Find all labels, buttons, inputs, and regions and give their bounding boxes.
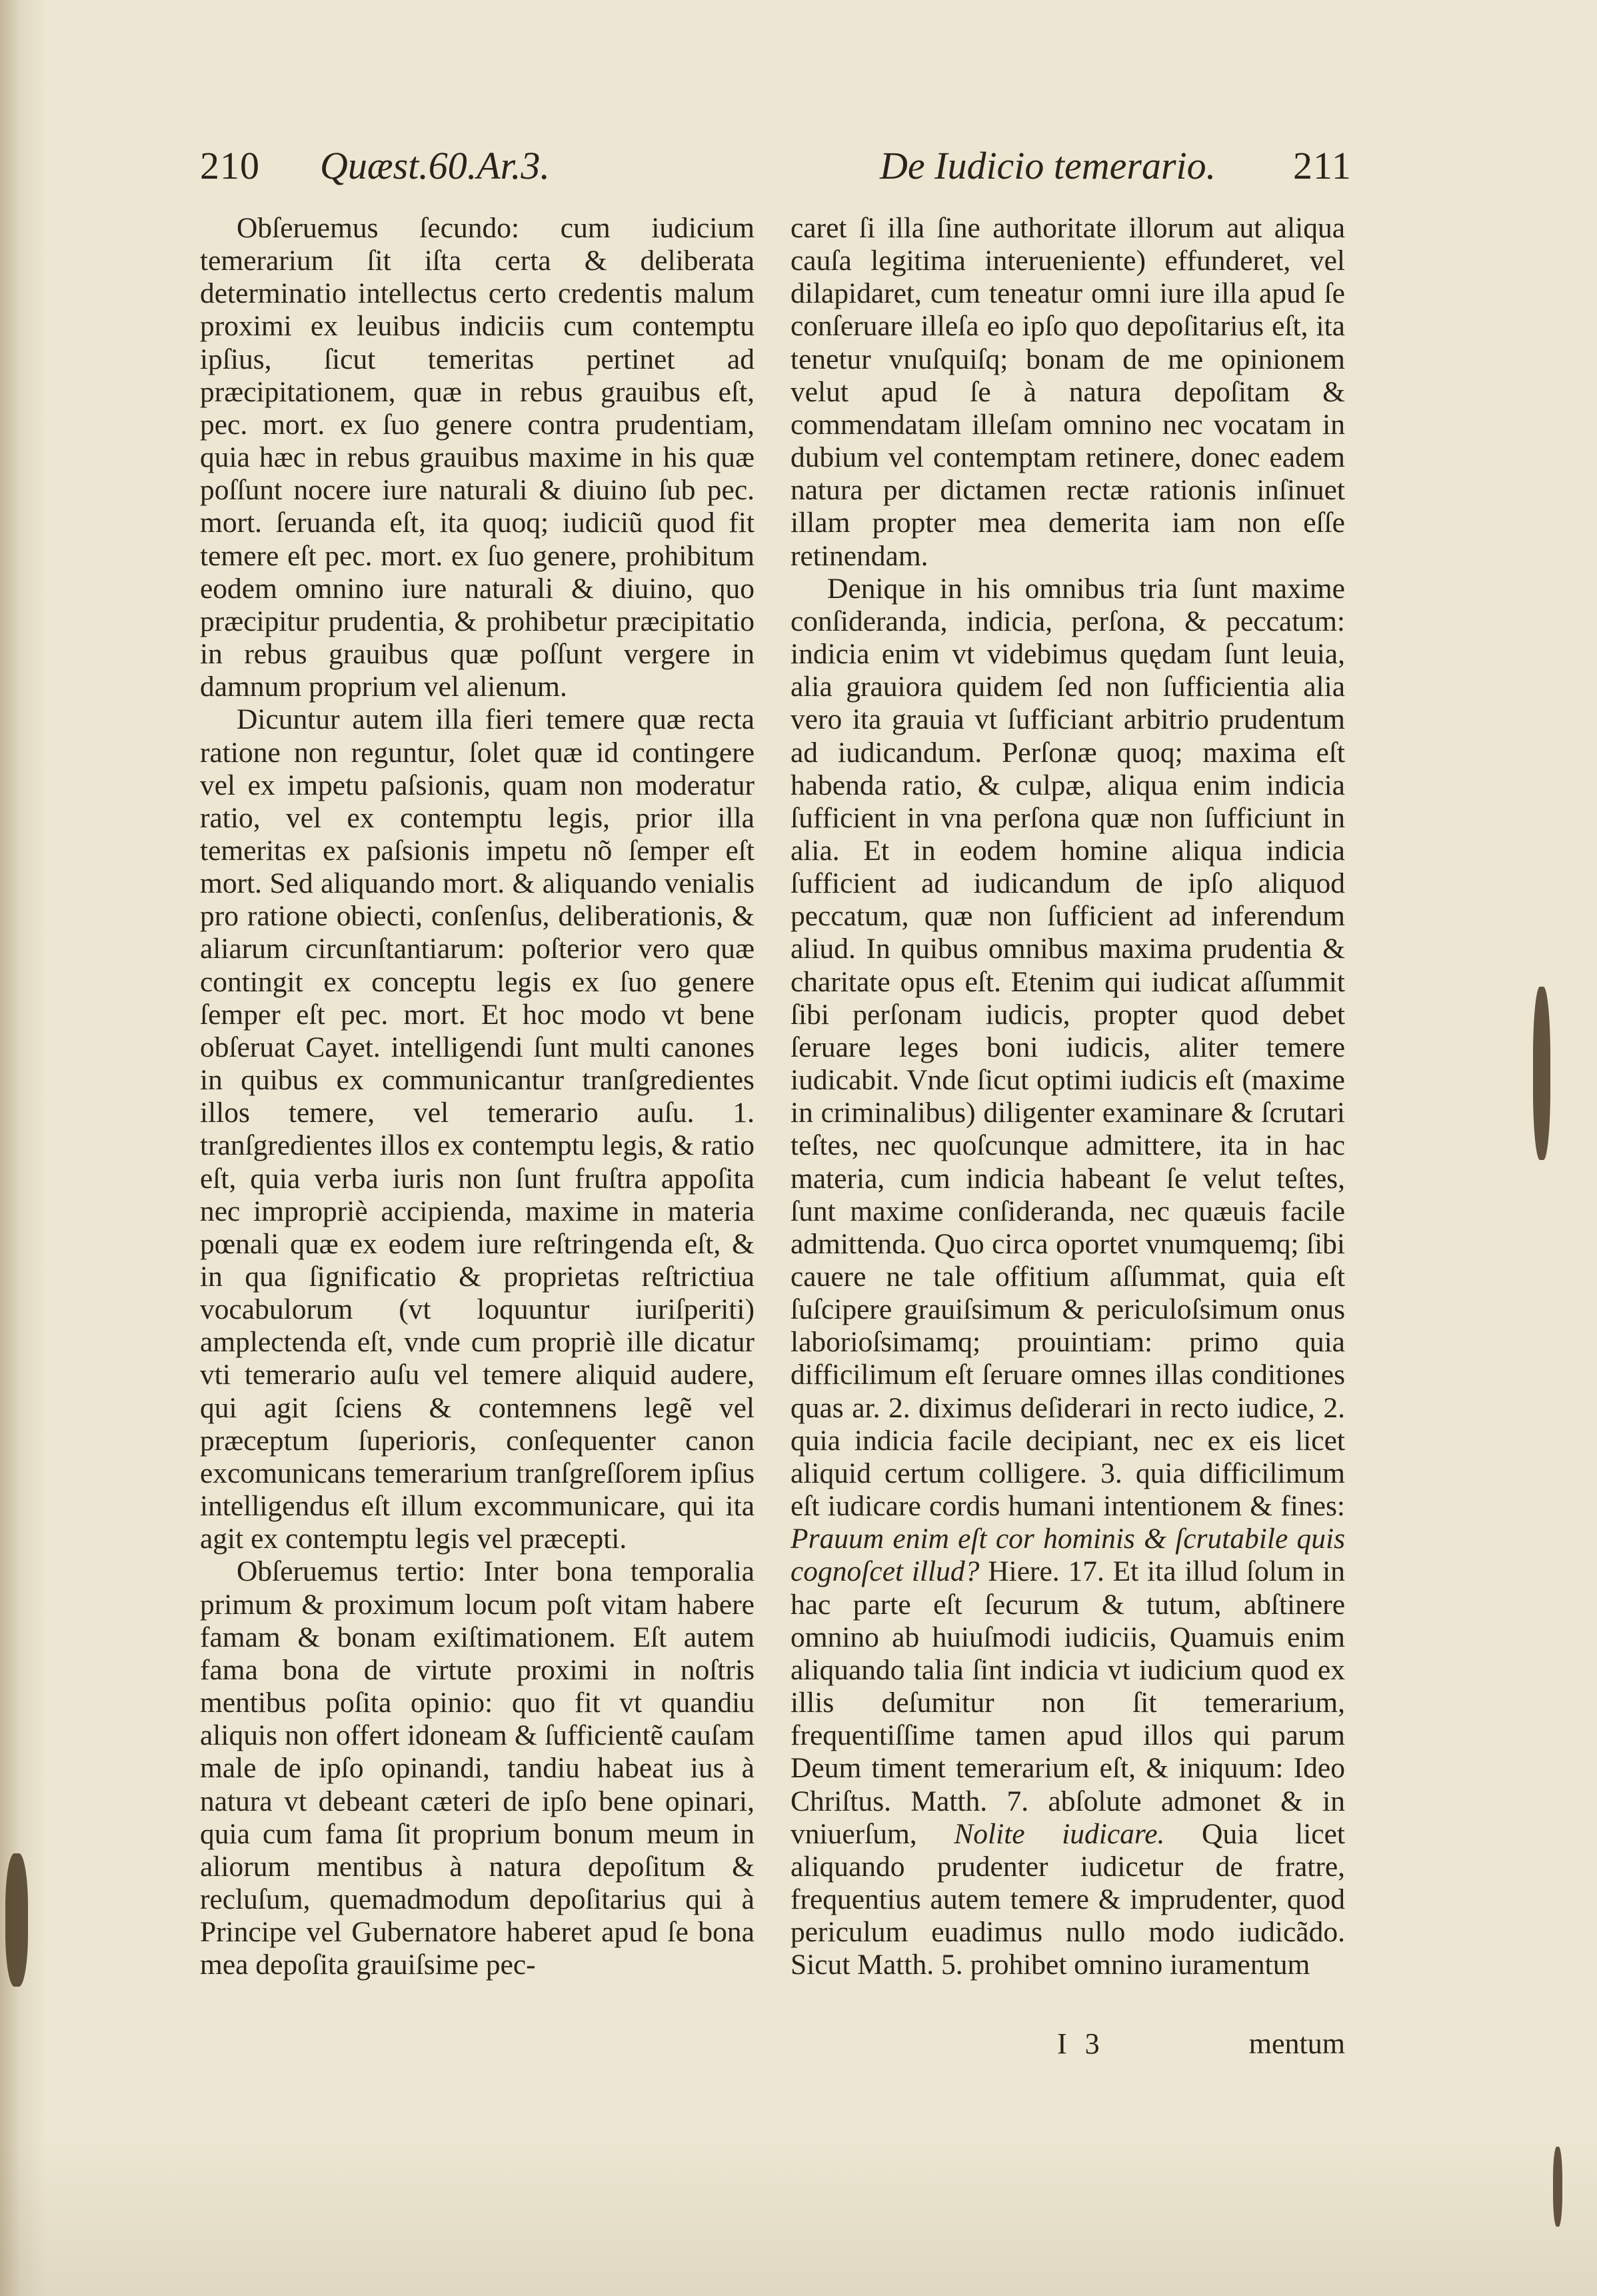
page-number-right: 211	[1293, 144, 1352, 187]
paragraph-text: Denique in his omnibus tria ſunt maxime conſideranda, indicia, perſona, & peccatum: indicia enim vt videbimus quędam ſunt leuia, alia grauiora quidem ſed non ſufficientia alia vero ita grauia vt ſufficiant arbitrio prudentum ad iudicandum. Perſonæ quoq; maxima eſt habenda ratio, & culpæ, aliqua enim indicia ſufficient in vna perſona quæ non ſufficiunt in alia. Et in eodem homine aliqua indicia ſufficient ad iudicandum de ipſo aliquod peccatum, quæ non ſufficient ad inferendum aliud. In quibus omnibus maxima prudentia & charitate opus eſt. Etenim qui iudicat aſſummit ſibi perſonam iudicis, propter quod debet ſeruare leges boni iudicis, aliter temere iudicabit. Vnde ſicut optimi iudicis eſt (maxime in criminalibus) diligenter examinare & ſcrutari teſtes, nec quoſcunque admittere, ita in hac materia, cum indicia habeant ſe velut teſtes, ſunt maxime conſideranda, nec quæuis facile admittenda. Quo circa oportet vnumquemq; ſibi cauere ne tale offitium aſſummat, quia eſt ſuſcipere grauiſsimum & periculoſsimum onus laborioſsimamq; prouintiam: primo quia difficilimum eſt ſeruare omnes illas conditiones quas ar. 2. diximus deſiderari in recto iudice, 2. quia indicia facile decipiant, nec ex eis licet aliquid certum colligere. 3. quia difficilimum eſt iudicare cordis humani intentionem & fines:	[791, 572, 1345, 1523]
signature-mark: I 3	[1057, 2027, 1105, 2060]
paragraph	[791, 573, 1345, 1982]
catchword: mentum	[1248, 2027, 1345, 2060]
running-header	[200, 143, 1352, 203]
paragraph-text: Quia licet aliquando prudenter iudicetur de fratre, frequentius autem temere & imprudenter, quod periculum euadimus nullo modo iudicãdo. Sicut Matth. 5. prohibet omnino iuramentum	[791, 1817, 1345, 1981]
page-number-left: 210	[200, 144, 260, 187]
paragraph: Obſeruemus tertio: Inter bona temporalia primum & proximum locum poſt vitam habere famam & bonam exiſtimationem. Eſt autem fama bona de virtute proximi in noſtris mentibus poſita opinio: quo fit vt quandiu aliquis non offert idoneam & ſufficientẽ cauſam male de ipſo opinandi, tandiu habeat ius à natura vt debeant cæteri de ipſo bene opinari, quia cum fama ſit proprium bonum meum in aliorum mentibus à natura depoſitum & recluſum, quemadmodum depoſitarius qui à Principe vel Gubernatore haberet apud ſe bona mea depoſita grauiſsime pec-	[200, 1555, 755, 1981]
running-title-right: De Iudicio temerario.	[880, 144, 1216, 187]
scripture-quote: Prauum enim eſt cor hominis & ſcrutabile quis cognoſcet illud?	[791, 1523, 1345, 1588]
binding-thread	[1553, 2147, 1562, 2227]
scripture-quote: Nolite iudicare.	[954, 1817, 1165, 1850]
binding-thread	[1533, 987, 1550, 1160]
right-column	[791, 212, 1345, 1981]
left-column	[200, 212, 755, 1981]
binding-thread	[5, 1853, 28, 1987]
paragraph: Obſeruemus ſecundo: cum iudicium temerarium ſit iſta certa & deliberata determinatio intellectus certo credentis malum proximi ex leuibus indiciis cum contemptu ipſius, ſicut temeritas pertinet ad præcipitationem, quæ in rebus grauibus eſt, pec. mort. ex ſuo genere contra prudentiam, quia hæc in rebus grauibus maxime in his quæ poſſunt nocere iure naturali & diuino ſub pec. mort. ſeruanda eſt, ita quoq; iudiciũ quod fit temere eſt pec. mort. ex ſuo genere, prohibitum eodem omnino iure naturali & diuino, quo præcipitur prudentia, & prohibetur præcipitatio in rebus grauibus quæ poſſunt vergere in damnum proprium vel alienum.	[200, 212, 755, 703]
paragraph: caret ſi illa ſine authoritate illorum aut aliqua cauſa legitima interueniente) effunderet, vel dilapidaret, cum teneatur omni iure illa apud ſe conſeruare illeſa eo ipſo quo depoſitarius eſt, ita tenetur vnuſquiſq; bonam de me opinionem velut apud ſe à natura depoſitam & commendatam illeſam omnino nec vocatam in dubium vel contemptam retinere, donec eadem natura per dictamen rectæ rationis inſinuet illam propter mea demerita iam non eſſe retinendam.	[791, 212, 1345, 572]
paragraph-text: Hiere. 17. Et ita illud ſolum in hac parte eſt ſecurum & tutum, abſtinere omnino ab huiuſmodi iudiciis, Quamuis enim aliquando talia ſint indicia vt iudicium quod ex illis deſumitur non ſit temerarium, frequentiſſime tamen apud illos qui parum Deum timent temerarium eſt, & iniquum: Ideo Chriſtus. Matth. 7. abſolute admonet & in vniuerſum,	[791, 1555, 1345, 1850]
paragraph: Dicuntur autem illa fieri temere quæ recta ratione non reguntur, ſolet quæ id contingere vel ex impetu paſsionis, quam non moderatur ratio, vel ex contemptu legis, prior illa temeritas ex paſsionis impetu nõ ſemper eſt mort. Sed aliquando mort. & aliquando venialis pro ratione obiecti, conſenſus, deliberationis, & aliarum circunſtantiarum: poſterior vero quæ contingit ex conceptu legis ex ſuo genere ſemper eſt pec. mort. Et hoc modo vt bene obſeruat Cayet. intelligendi ſunt multi canones in quibus ex communicantur tranſgredientes illos temere, vel temerario auſu. 1. tranſgredientes illos ex contemptu legis, & ratio eſt, quia verba iuris non ſunt fruſtra appoſita nec impropriè accipienda, maxime in materia pœnali quæ ex eodem iure reſtringenda eſt, & in qua ſignificatio & proprietas reſtrictiua vocabulorum (vt loquuntur iuriſperiti) amplectenda eſt, vnde cum propriè ille dicatur vti temerario auſu vel temere aliquid audere, qui agit ſciens & contemnens legẽ vel præceptum ſuperioris, conſequenter canon excomunicans temerarium tranſgreſſorem ipſius intelligendus eſt illum excommunicare, qui ita agit ex contemptu legis vel præcepti.	[200, 703, 755, 1555]
running-title-left: Quæst.60.Ar.3.	[320, 144, 550, 187]
page-footer	[791, 2027, 1345, 2067]
